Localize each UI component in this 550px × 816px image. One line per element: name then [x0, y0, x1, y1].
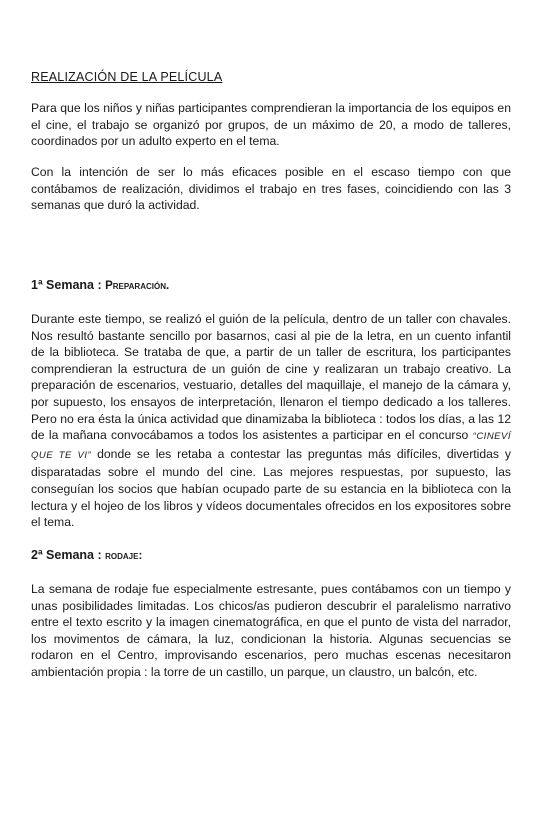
- week1-subheading: Preparación.: [105, 280, 170, 292]
- week1-text-before: Durante este tiempo, se realizó el guión de la película, dentro de un taller con chavales. Nos resultó bastante sencillo por basarnos, casi al pie de la letra, en un cuento infantil de la biblioteca. Se trataba de que, a partir de un taller de escritura, los participantes comprendieran la estructura de un guión de cine y realizaran un trabajo creativo. La preparación de escenarios, vestuario, detalles del maquillaje, el manejo de la cámara y, por supuesto, los ensayos de interpretación, llenaron el tiempo dedicado a los talleres. Pero no era ésta la única actividad que dinamizaba la biblioteca : todos los días, a las 12 de la mañana convocábamos a todos los asistentes a participar en el concurso: [31, 312, 511, 443]
- week1-paragraph: [31, 311, 511, 531]
- week2-paragraph: La semana de rodaje fue especialmente estresante, pues contábamos con un tiempo y unas posibilidades limitadas. Los chicos/as pudieron descubrir el paralelismo narrativo entre el texto escrito y la imagen cinematográfica, en que el punto de vista del narrador, los movimentos de cámara, la luz, condicionan la historia. Algunas secuencias se rodaron en el Centro, improvisando escenarios, pero muchas escenas necesitaron ambientación propia : la torre de un castillo, un parque, un claustro, un balcón, etc.: [31, 582, 511, 679]
- week2-heading-label: 2ª Semana :: [31, 548, 106, 562]
- document-title: REALIZACIÓN DE LA PELÍCULA: [31, 70, 223, 84]
- week1-text-after: donde se les retaba a contestar las preguntas más difíciles, divertidas y disparatadas sobre el mundo del cine. Las mejores respuestas, por supuesto, las conseguían los socios que habían ocupado parte de su estancia en la biblioteca con la lectura y el hojeo de los libros y vídeos documentales ofrecidos en los expositores sobre el tema.: [31, 446, 512, 530]
- week1-heading-label: 1ª Semana :: [31, 278, 106, 292]
- week2-subheading: rodaje:: [105, 550, 143, 562]
- contest-name: “CINEVÍ QUE TE VI”: [31, 431, 511, 461]
- intro-paragraph-1: Para que los niños y niñas participantes comprendieran la importancia de los equipos en el cine, el trabajo se organizó por grupos, de un máximo de 20, a modo de talleres, coordinados por un adulto experto en el tema.: [31, 101, 511, 149]
- week2-heading: [31, 548, 142, 562]
- week1-heading: [31, 278, 169, 292]
- intro-paragraph-2: Con la intención de ser lo más eficaces posible en el escaso tiempo con que contábamos de realización, dividimos el trabajo en tres fases, coincidiendo con las 3 semanas que duró la actividad.: [31, 165, 511, 213]
